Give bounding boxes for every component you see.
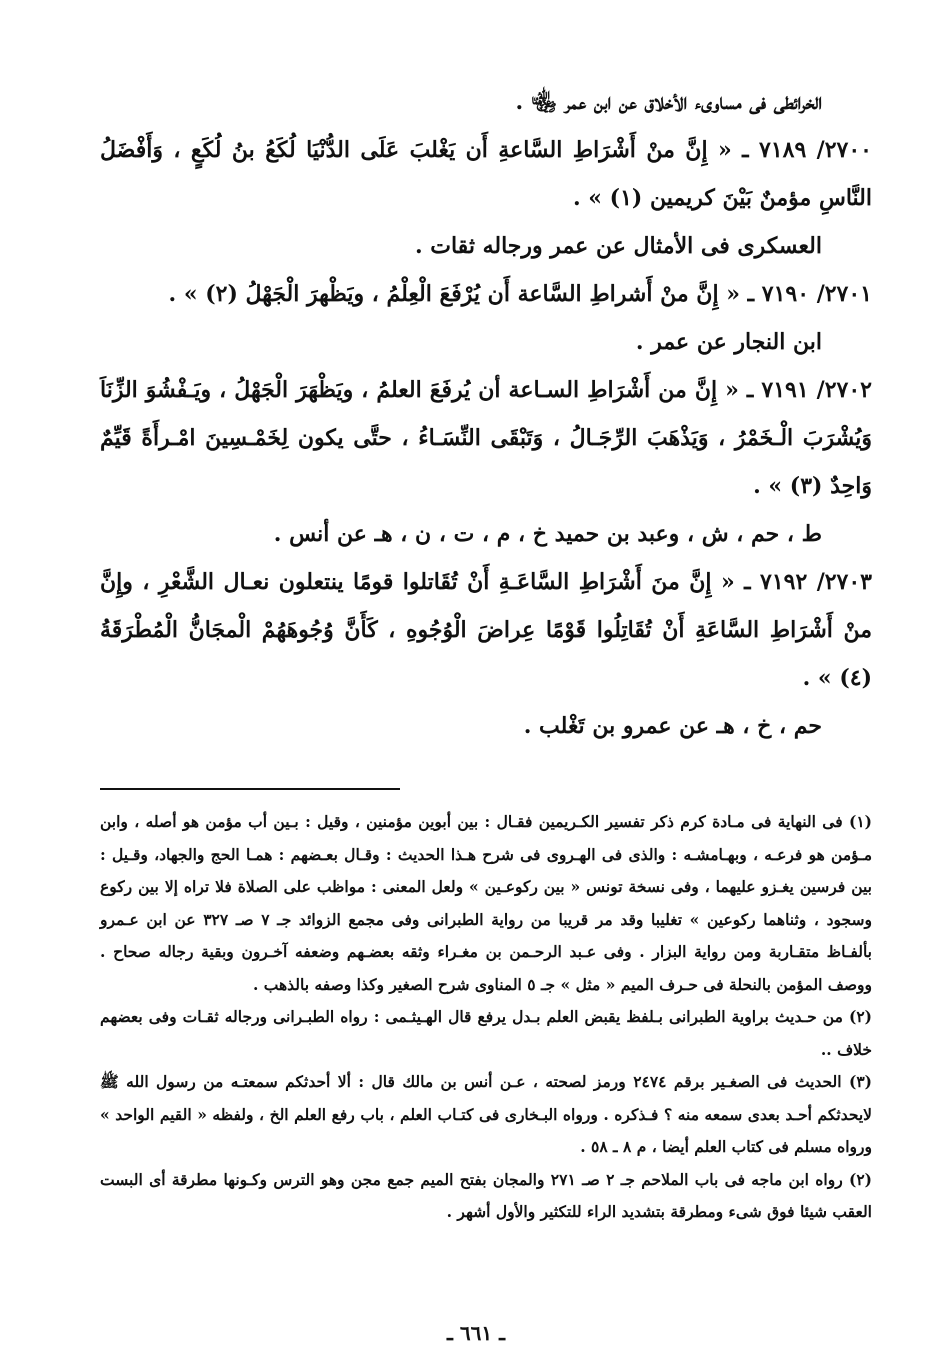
footnote-1: (١) فى النهاية فى مـادة كرم ذكر تفسير الكـريمين فقـال : بين أبوين مؤمنين ، وقيل : بـين أب مؤمن هو أصله ، وابن مـؤمن هو فرعـه ، وبهـامشـه : والذى فى الهـروى فى شرح هـذا الحديث : وقـال بعـضهم : همـا الحج والجهاد، وقـيل : بين فرسين يغـزو عليهما ، وفى نسخة تونس « بين ركوعـين » ولعل المعنى : مواظب على الصلاة فلا تراه إلا بين ركوع وسجود ، وثناهما ركوعين » تغليبا وقد مر قريبا من رواية الطبرانى وفى مجمع الزوائد جـ ٧ صـ ٣٢٧ عن ابن عـمرو بألفـاظ متقـاربة ومن رواية البزار . وفى عـبد الرحـمن بن مغـراء وثقه بعضـهم وضعفه آخـرون وبقية رجاله صحاح . ووصف المؤمن بالنحلة فى حـرف الميم « مثل » جـ ٥ المناوى شرح الصغير وكذا وصفه بالذهب . xyxy=(100,812,872,994)
hadith-2702: ٢٧٠٢/ ٧١٩١ ـ « إِنَّ من أَشْرَاطِ السـاعة أن يُرفَعَ العلمُ ، ويَظْهَرَ الْجَهْلُ ، ويَـفْشُوَ الزِّنَاَ وَيُشْرَبَ الْـخَمْرُ ، وَيَذْهَبَ الرِّجَـالُ ، وَتَبْقَى النِّسَـاءُ ، حتَّى يكون لِخَمْـسِينَ امْـرأَةً قَيِّمٌ وَاحِدٌ (٣) » . xyxy=(100,377,872,499)
footnote-2: (٢) من حـديث براوية الطبرانى بـلفظ يقبض العلم بـدل يرفع قال الهـيثـمى : رواه الطبـرانى ورجاله ثقـات وفى بعضهم خلاف .. xyxy=(100,1007,872,1059)
footnote-3: (٣) الحديث فى الصغـير برقم ٢٤٧٤ ورمز لصحته ، عـن أنس بن مالك قال : ألا أحدثكم سمعتـه من رسول الله ﷺ لايحدثكم أحـد بعدى سمعه منه ؟ فـذكره . ورواه البـخارى فى كتـاب العلم ، باب رفع العلم الخ ، ولفظه « القيم الواحد » ورواه مسلم فى كتاب العلم أيضا ، م ٨ ـ ٥٨ . xyxy=(100,1072,872,1156)
source-line: ابن النجار عن عمر . xyxy=(635,329,822,355)
footnote-4: (٢) رواه ابن ماجه فى باب الملاحم جـ ٢ صـ ٢٧١ والمجان بفتح الميم جمع مجن وهو الترس وكـونها مطرقة أى البست العقب شيئا فوق شىء ومطرقة بتشديد الراء للتكثير والأول أشهر . xyxy=(100,1169,873,1221)
hadith-2701: ٢٧٠١/ ٧١٩٠ ـ « إِنَّ منْ أَشراطِ السَّاعة أَن يُرْفَعَ الْعِلْمُ ، ويَظْهرَ الْجَهْلُ (٢) » . xyxy=(168,281,872,307)
source-line: العسكرى فى الأمثال عن عمر ورجاله ثقات . xyxy=(414,233,822,259)
hadith-2700: ٢٧٠٠/ ٧١٨٩ ـ « إِنَّ منْ أَشْرَاطِ السَّاعةِ أَن يَغْلبَ عَلَى الدُّنْيَا لُكَعُ بنُ لُكَعٍ ، وَأَفْضَلُ النَّاسِ مؤمنٌ بَيْنَ كريمين (١) » . xyxy=(100,137,872,211)
source-line: حم ، خ ، هـ عن عمرو بن تَغْلب . xyxy=(523,713,822,739)
main-text xyxy=(100,78,872,750)
footnote-divider xyxy=(100,788,400,790)
footnotes xyxy=(100,806,872,1229)
document-page xyxy=(100,78,872,1333)
source-line: ط ، حم ، ش ، وعبد بن حميد خ ، م ، ت ، ن ، هـ عن أنس . xyxy=(273,521,822,547)
source-line: الخرائطى فى مساوىء الأخلاق عن ابن عمر ﵄ . xyxy=(515,89,822,115)
hadith-2703: ٢٧٠٣/ ٧١٩٢ ـ « إِنَّ منَ أَشْرَاطِ السَّاعَـةِ أَنْ تُقَاتلوا قومًا ينتعلون نعـال الشَّعْرِ ، وإِنَّ منْ أَشْرَاطِ السَّاعَةِ أَنْ تُقَاتِلُوا قَوْمًا عِراضَ الْوُجُوهِ ، كَأَنَّ وُجُوهَهُمْ الْمجَانُّ الْمُطْرَقَةُ (٤) » . xyxy=(100,569,872,691)
page-number: ـ ٦٦١ ـ xyxy=(447,1321,505,1345)
